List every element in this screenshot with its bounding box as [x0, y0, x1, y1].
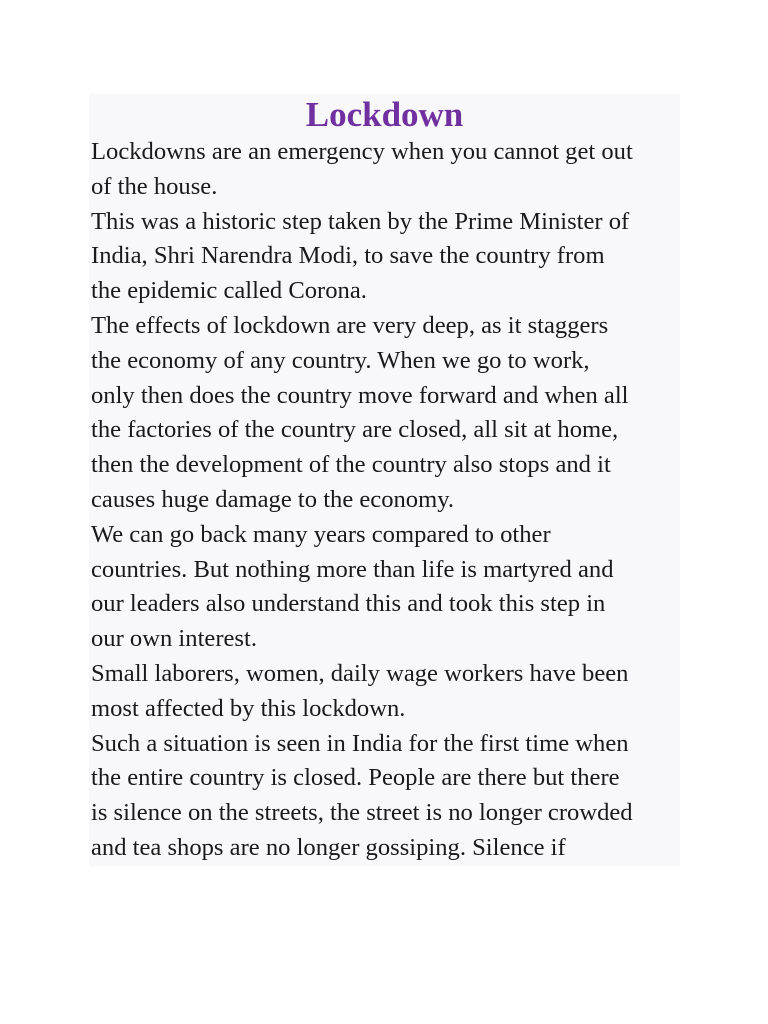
text-line: our leaders also understand this and took this step in [91, 590, 606, 618]
text-line: our own interest. [91, 625, 257, 653]
text-line: causes huge damage to the economy. [91, 485, 455, 513]
text-line: the economy of any country. When we go to work, [91, 346, 590, 374]
text-line: of the house. [91, 172, 218, 200]
text-line: is silence on the streets, the street is no longer crowded [91, 799, 633, 827]
paragraph-2 [91, 205, 680, 309]
text-line: the factories of the country are closed, all sit at home, [91, 416, 619, 444]
paragraph-5 [91, 657, 680, 727]
text-line: only then does the country move forward and when all [91, 381, 629, 409]
text-line: then the development of the country also stops and it [91, 451, 611, 479]
text-line: This was a historic step taken by the Prime Minister of [91, 207, 630, 235]
paragraph-4 [91, 518, 680, 657]
paragraph-3 [91, 309, 680, 518]
text-line: Lockdowns are an emergency when you cannot get out [91, 138, 633, 165]
text-line: Small laborers, women, daily wage workers have been [91, 659, 629, 687]
text-line: We can go back many years compared to other [91, 520, 551, 548]
text-line: the epidemic called Corona. [91, 277, 367, 305]
text-line: Such a situation is seen in India for the first time when [91, 729, 629, 757]
document-body [89, 135, 680, 866]
text-line: most affected by this lockdown. [91, 694, 406, 722]
text-line: the entire country is closed. People are there but there [91, 764, 620, 792]
paragraph-6 [91, 727, 680, 866]
text-line: India, Shri Narendra Modi, to save the country from [91, 242, 605, 270]
document-page [89, 94, 680, 866]
text-line: countries. But nothing more than life is martyred and [91, 555, 614, 583]
text-line: and tea shops are no longer gossiping. Silence if [91, 833, 566, 861]
document-title: Lockdown [305, 95, 464, 134]
text-line: The effects of lockdown are very deep, as it staggers [91, 311, 609, 339]
paragraph-1 [91, 135, 680, 205]
